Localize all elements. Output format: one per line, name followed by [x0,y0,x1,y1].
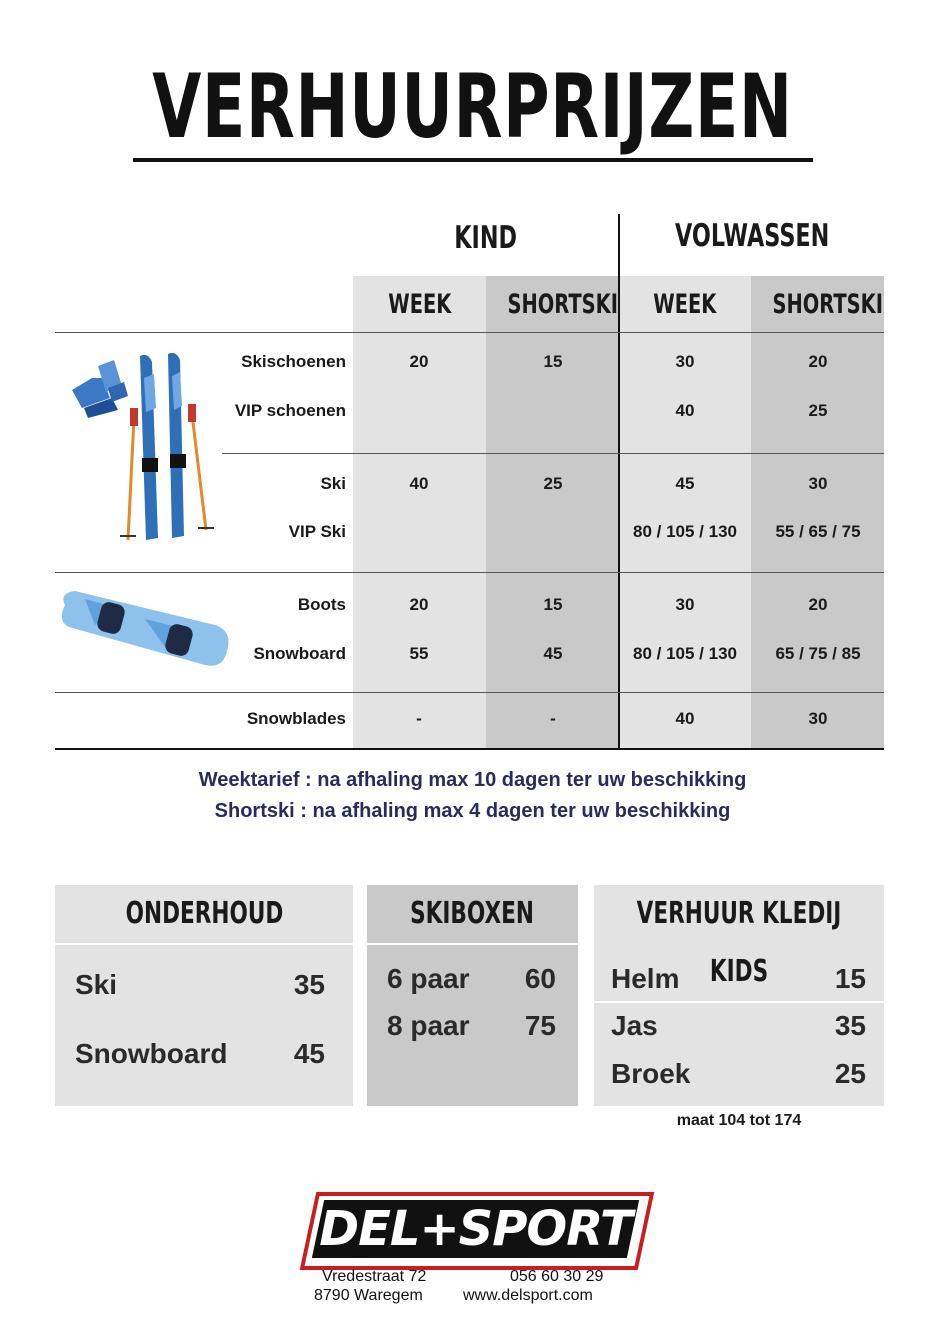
price-cell: 40 [409,474,429,493]
delsport-logo: DEL+SPORT [319,1201,632,1257]
kledij-title: VERHUUR KLEDIJ KIDS [594,885,884,1003]
kledij-size-note: maat 104 tot 174 [676,1112,802,1129]
volw-shortski-column [751,276,884,749]
onderhoud-title: ONDERHOUD [55,885,353,945]
price-cell: 40 [675,401,695,420]
price-cell: 20 [409,595,429,614]
skiboxen-box [367,885,578,1106]
price-cell: 30 [675,595,695,614]
volw-shortski-header: SHORTSKI [772,289,883,320]
kledij-price: 25 [834,1058,866,1089]
ski-pair-icon [140,353,186,540]
contact-phone: 056 60 30 29 [510,1268,604,1285]
price-cell: - [416,709,422,728]
price-cell: 80 / 105 / 130 [633,522,737,541]
skiboxen-price: 60 [524,963,556,994]
price-cell: 30 [808,474,828,493]
price-cell: 20 [808,595,828,614]
price-cell: 15 [543,595,563,614]
contact-street: Vredestraat 72 [322,1268,427,1285]
price-cell: 20 [808,352,828,371]
kledij-price: 15 [834,963,866,994]
snowboard-section-rule [55,572,884,573]
kledij-item: Broek [611,1058,691,1089]
row-label: Ski [320,474,346,493]
skiboxen-item: 6 paar [387,963,470,994]
price-cell: 30 [808,709,828,728]
row-label: VIP schoenen [234,401,346,420]
group-volwassen-header: VOLWASSEN [674,218,830,254]
price-cell: 45 [675,474,695,493]
onderhoud-box [55,885,353,1106]
price-cell: 40 [675,709,695,728]
kind-week-header: WEEK [387,289,452,320]
onderhoud-item: Ski [75,969,118,1000]
contact-city: 8790 Waregem [314,1287,423,1304]
price-cell: 45 [543,644,563,663]
onderhoud-price: 45 [293,1038,325,1069]
skiboxen-title: SKIBOXEN [367,885,578,945]
price-cell: - [550,709,556,728]
row-label: VIP Ski [288,522,346,541]
table-bottom-rule [55,748,884,750]
price-cell: 20 [409,352,429,371]
skiboxen-price: 75 [524,1010,556,1041]
kind-shortski-column [486,276,619,749]
price-cell: 65 / 75 / 85 [775,644,861,663]
note-shortski: Shortski : na afhaling max 4 dagen ter uw beschikking [214,800,731,822]
ski-equipment-illustration [62,348,217,548]
ski-poles-icon [120,404,214,540]
onderhoud-price: 35 [293,969,325,1000]
contact-website: www.delsport.com [463,1287,593,1304]
kledij-item: Jas [611,1010,658,1041]
page-title: VERHUURPRIJZEN [152,55,793,158]
snowblades-section-rule [55,692,884,693]
row-label: Snowblades [246,709,346,728]
title-underline [133,158,813,162]
price-cell: 30 [675,352,695,371]
price-cell: 55 / 65 / 75 [775,522,861,541]
price-cell: 55 [409,644,429,663]
price-cell: 25 [808,401,828,420]
kind-week-column [353,276,486,749]
kledij-item: Helm [611,963,680,994]
skiboxen-item: 8 paar [387,1010,470,1041]
row-label: Boots [297,595,346,614]
row-label: Snowboard [253,644,346,663]
ski-section-rule [222,453,884,454]
price-cell: 25 [543,474,563,493]
volw-week-header: WEEK [653,289,717,320]
note-weektarief: Weektarief : na afhaling max 10 dagen ter uw beschikking [198,769,747,791]
volw-week-column [619,276,751,749]
onderhoud-item: Snowboard [75,1038,228,1069]
kind-shortski-header: SHORTSKI [507,289,618,320]
header-rule [55,332,884,333]
kledij-box [594,885,884,1106]
price-cell: 80 / 105 / 130 [633,644,737,663]
kledij-price: 35 [834,1010,866,1041]
group-kind-header: KIND [454,220,517,256]
price-cell: 15 [543,352,563,371]
row-label: Skischoenen [241,352,346,371]
